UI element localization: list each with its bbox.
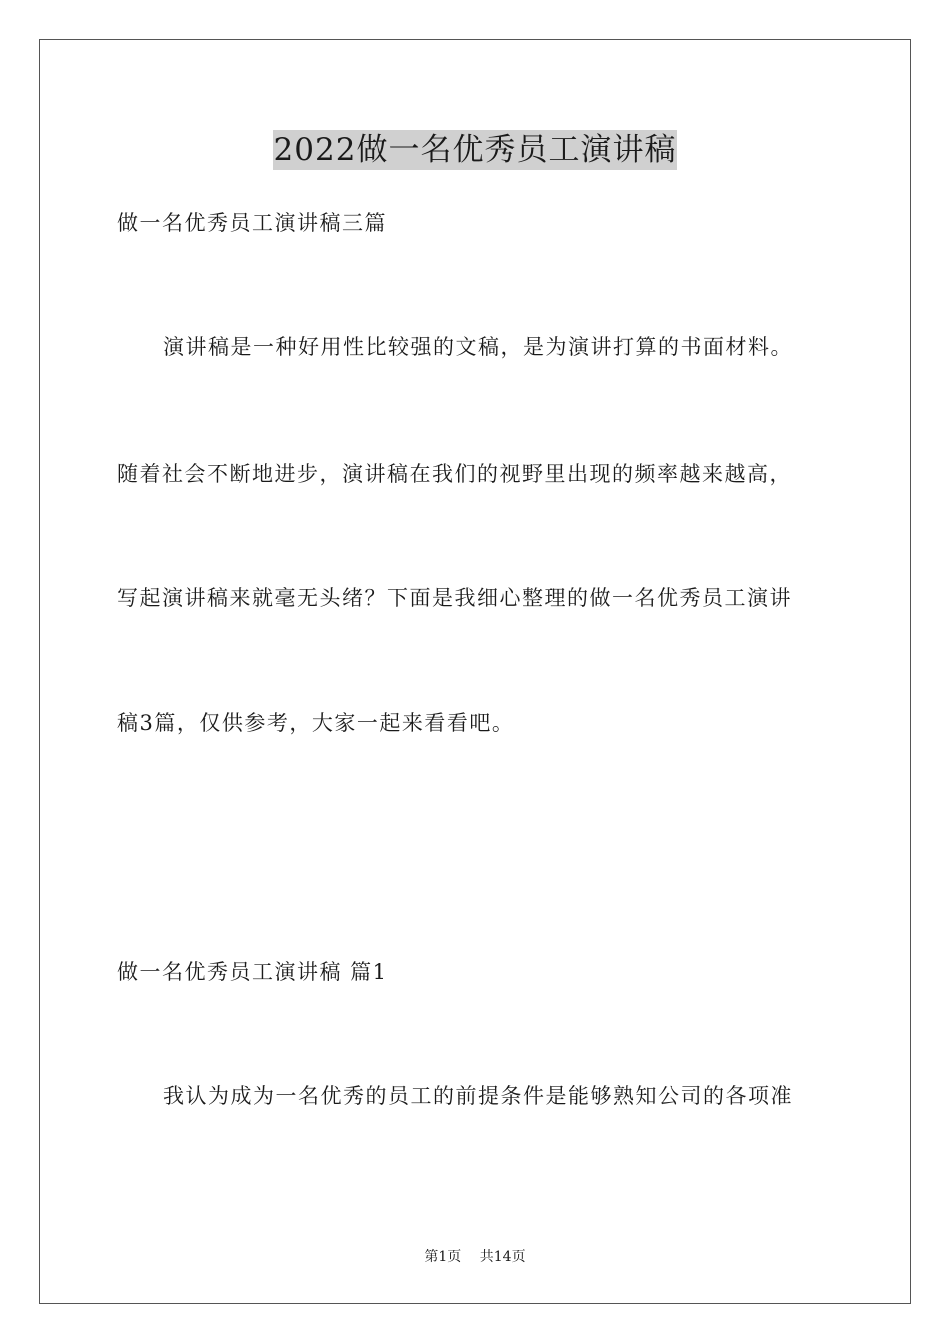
document-title <box>0 130 950 170</box>
page-footer <box>0 1246 950 1266</box>
section-heading: 做一名优秀员工演讲稿 篇1 <box>117 960 388 984</box>
page-number: 第1页 <box>424 1249 462 1265</box>
intro-line-1: 演讲稿是一种好用性比较强的文稿，是为演讲打算的书面材料。 <box>163 335 793 359</box>
section-first-line: 我认为成为一名优秀的员工的前提条件是能够熟知公司的各项准 <box>163 1084 793 1108</box>
page-total: 共14页 <box>479 1249 526 1265</box>
document-subtitle: 做一名优秀员工演讲稿三篇 <box>117 211 387 235</box>
intro-line-2: 随着社会不断地进步，演讲稿在我们的视野里出现的频率越来越高， <box>117 462 792 486</box>
document-title-text: 2022做一名优秀员工演讲稿 <box>273 132 677 168</box>
intro-line-3: 写起演讲稿来就毫无头绪？下面是我细心整理的做一名优秀员工演讲 <box>117 586 792 610</box>
intro-line-4: 稿3篇，仅供参考，大家一起来看看吧。 <box>117 711 515 735</box>
